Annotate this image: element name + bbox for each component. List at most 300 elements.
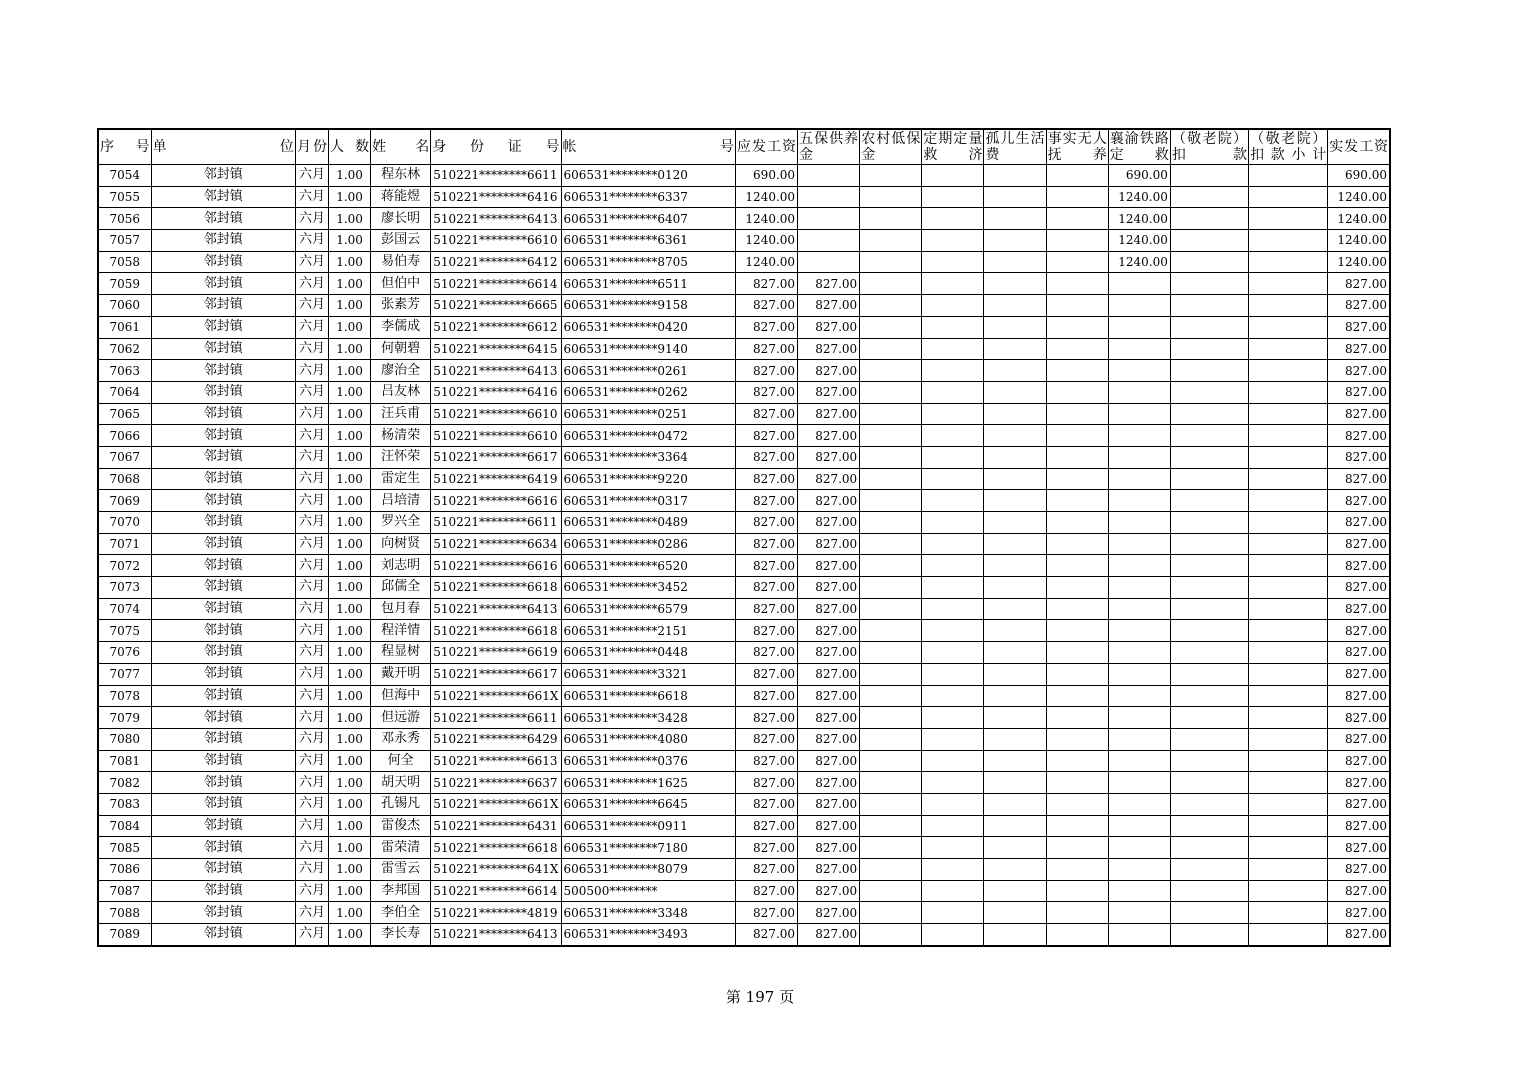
col-account-cell: 606531********1625 — [561, 772, 735, 794]
col-unit-header: 单 位 — [151, 129, 295, 165]
col-net-pay-cell: 827.00 — [1328, 360, 1390, 382]
col-regular-relief-header: 定期定量救济 — [923, 131, 983, 163]
col-name-cell: 程洋情 — [371, 620, 431, 642]
col-id-number-cell: 510221********6413 — [431, 924, 561, 946]
col-gross-pay-header: 应发工资 — [735, 129, 797, 165]
col-unit-cell: 邻封镇 — [151, 750, 295, 772]
table-row — [98, 772, 1390, 794]
col-index-cell: 7060 — [98, 295, 151, 317]
col-name-cell: 程东林 — [371, 165, 431, 187]
col-account-cell: 606531********8079 — [561, 859, 735, 881]
col-deduction-subtotal-cell — [1249, 230, 1328, 252]
table-body — [98, 165, 1390, 946]
col-month-cell: 六月 — [295, 446, 328, 468]
table-row — [98, 663, 1390, 685]
col-name-cell: 张素芳 — [371, 295, 431, 317]
col-id-number-cell: 510221********6413 — [431, 360, 561, 382]
col-five-guarantee-cell: 827.00 — [798, 555, 860, 577]
col-net-pay-cell: 1240.00 — [1328, 186, 1390, 208]
col-de-facto-unsupported-cell — [1046, 750, 1108, 772]
col-five-guarantee-cell: 827.00 — [798, 446, 860, 468]
col-five-guarantee-cell: 827.00 — [798, 815, 860, 837]
col-name-cell: 孔锡凡 — [371, 793, 431, 815]
col-deduction-subtotal-cell — [1249, 208, 1328, 230]
col-de-facto-unsupported-cell — [1046, 533, 1108, 555]
col-regular-relief-cell — [922, 663, 984, 685]
col-nursing-home-deduction-cell — [1170, 208, 1248, 230]
col-de-facto-unsupported-cell — [1046, 772, 1108, 794]
col-index-cell: 7075 — [98, 620, 151, 642]
col-nursing-home-deduction-cell — [1170, 815, 1248, 837]
col-nursing-home-deduction-cell — [1170, 381, 1248, 403]
col-railway-relief-cell: 1240.00 — [1108, 251, 1170, 273]
col-id-number-cell: 510221********6617 — [431, 446, 561, 468]
col-de-facto-unsupported-cell — [1046, 360, 1108, 382]
col-de-facto-unsupported-cell — [1046, 273, 1108, 295]
col-net-pay-cell: 827.00 — [1328, 381, 1390, 403]
col-unit-cell: 邻封镇 — [151, 490, 295, 512]
col-regular-relief-cell — [922, 533, 984, 555]
col-gross-pay-cell: 827.00 — [735, 468, 797, 490]
col-de-facto-unsupported-cell — [1046, 230, 1108, 252]
col-name-cell: 汪兵甫 — [371, 403, 431, 425]
col-name-cell: 何全 — [371, 750, 431, 772]
col-regular-relief-cell — [922, 251, 984, 273]
col-regular-relief-cell — [922, 577, 984, 599]
col-name-cell: 包月春 — [371, 598, 431, 620]
col-de-facto-unsupported-cell — [1046, 338, 1108, 360]
col-account-cell: 606531********9158 — [561, 295, 735, 317]
col-orphan-living-cell — [984, 468, 1046, 490]
col-name-cell: 李长寿 — [371, 924, 431, 946]
col-nursing-home-deduction-cell — [1170, 902, 1248, 924]
col-count-cell: 1.00 — [329, 360, 371, 382]
col-month-cell: 六月 — [295, 555, 328, 577]
col-gross-pay-cell: 827.00 — [735, 598, 797, 620]
col-deduction-subtotal-cell — [1249, 251, 1328, 273]
col-net-pay-cell: 827.00 — [1328, 642, 1390, 664]
table-row — [98, 533, 1390, 555]
col-nursing-home-deduction-cell — [1170, 750, 1248, 772]
col-count-cell: 1.00 — [329, 468, 371, 490]
col-index-cell: 7058 — [98, 251, 151, 273]
col-rural-min-living-cell — [860, 728, 922, 750]
col-orphan-living-cell — [984, 902, 1046, 924]
col-deduction-subtotal-cell — [1249, 338, 1328, 360]
col-account-cell: 606531********3321 — [561, 663, 735, 685]
col-name-cell: 胡天明 — [371, 772, 431, 794]
col-net-pay-cell: 827.00 — [1328, 793, 1390, 815]
col-rural-min-living-cell — [860, 360, 922, 382]
col-nursing-home-deduction-header: （敬老院）扣款 — [1171, 131, 1248, 163]
col-regular-relief-cell — [922, 316, 984, 338]
col-deduction-subtotal-cell — [1249, 793, 1328, 815]
col-deduction-subtotal-cell — [1249, 924, 1328, 946]
col-deduction-subtotal-cell — [1249, 902, 1328, 924]
col-month-cell: 六月 — [295, 295, 328, 317]
col-nursing-home-deduction-cell — [1170, 685, 1248, 707]
col-id-number-header: 身 份 证 号 — [431, 129, 561, 165]
col-account-cell: 606531********7180 — [561, 837, 735, 859]
col-unit-cell: 邻封镇 — [151, 685, 295, 707]
col-account-cell: 606531********9140 — [561, 338, 735, 360]
col-unit-cell: 邻封镇 — [151, 598, 295, 620]
col-unit-cell: 邻封镇 — [151, 381, 295, 403]
col-de-facto-unsupported-cell — [1046, 685, 1108, 707]
col-name-cell: 雷定生 — [371, 468, 431, 490]
col-gross-pay-cell: 827.00 — [735, 446, 797, 468]
col-five-guarantee-cell: 827.00 — [798, 859, 860, 881]
col-nursing-home-deduction-cell — [1170, 859, 1248, 881]
col-id-number-cell: 510221********6614 — [431, 880, 561, 902]
col-net-pay-cell: 827.00 — [1328, 815, 1390, 837]
col-count-cell: 1.00 — [329, 446, 371, 468]
col-month-cell: 六月 — [295, 208, 328, 230]
table-row — [98, 186, 1390, 208]
col-index-cell: 7077 — [98, 663, 151, 685]
col-deduction-subtotal-cell — [1249, 815, 1328, 837]
table-row — [98, 468, 1390, 490]
col-account-cell: 606531********0472 — [561, 425, 735, 447]
col-index-cell: 7059 — [98, 273, 151, 295]
col-de-facto-unsupported-cell — [1046, 707, 1108, 729]
col-account-cell: 606531********4080 — [561, 728, 735, 750]
col-five-guarantee-cell: 827.00 — [798, 360, 860, 382]
col-name-cell: 向树贤 — [371, 533, 431, 555]
col-rural-min-living-cell — [860, 251, 922, 273]
col-name-cell: 邓永秀 — [371, 728, 431, 750]
col-de-facto-unsupported-cell — [1046, 837, 1108, 859]
table-row — [98, 230, 1390, 252]
col-gross-pay-cell: 827.00 — [735, 490, 797, 512]
col-net-pay-cell: 827.00 — [1328, 924, 1390, 946]
col-id-number-cell: 510221********4819 — [431, 902, 561, 924]
col-railway-relief-cell — [1108, 880, 1170, 902]
col-orphan-living-cell — [984, 772, 1046, 794]
col-deduction-subtotal-cell — [1249, 772, 1328, 794]
col-orphan-living-cell — [984, 230, 1046, 252]
col-rural-min-living-cell — [860, 512, 922, 534]
col-id-number-cell: 510221********6665 — [431, 295, 561, 317]
col-count-cell: 1.00 — [329, 772, 371, 794]
col-orphan-living-cell — [984, 837, 1046, 859]
col-gross-pay-cell: 827.00 — [735, 273, 797, 295]
col-net-pay-cell: 827.00 — [1328, 555, 1390, 577]
col-regular-relief-cell — [922, 707, 984, 729]
col-count-cell: 1.00 — [329, 381, 371, 403]
col-count-cell: 1.00 — [329, 837, 371, 859]
col-name-cell: 李伯全 — [371, 902, 431, 924]
col-railway-relief-cell — [1108, 902, 1170, 924]
col-gross-pay-cell: 827.00 — [735, 577, 797, 599]
col-rural-min-living-cell — [860, 490, 922, 512]
col-five-guarantee-cell — [798, 251, 860, 273]
col-index-cell: 7057 — [98, 230, 151, 252]
col-name-cell: 刘志明 — [371, 555, 431, 577]
col-de-facto-unsupported-cell — [1046, 295, 1108, 317]
col-orphan-living-cell — [984, 728, 1046, 750]
col-five-guarantee-cell: 827.00 — [798, 425, 860, 447]
col-orphan-living-cell — [984, 598, 1046, 620]
table-row — [98, 924, 1390, 946]
col-net-pay-cell: 827.00 — [1328, 512, 1390, 534]
col-id-number-cell: 510221********6610 — [431, 230, 561, 252]
col-account-cell: 606531********0120 — [561, 165, 735, 187]
col-deduction-subtotal-cell — [1249, 598, 1328, 620]
col-net-pay-cell: 827.00 — [1328, 707, 1390, 729]
col-gross-pay-cell: 827.00 — [735, 316, 797, 338]
col-de-facto-unsupported-cell — [1046, 577, 1108, 599]
col-five-guarantee-cell: 827.00 — [798, 316, 860, 338]
table-row — [98, 360, 1390, 382]
col-name-cell: 雷雪云 — [371, 859, 431, 881]
col-index-cell: 7070 — [98, 512, 151, 534]
col-unit-cell: 邻封镇 — [151, 468, 295, 490]
col-gross-pay-cell: 827.00 — [735, 555, 797, 577]
col-nursing-home-deduction-cell — [1170, 490, 1248, 512]
col-account-cell: 606531********0317 — [561, 490, 735, 512]
col-month-cell: 六月 — [295, 685, 328, 707]
col-de-facto-unsupported-cell — [1046, 880, 1108, 902]
col-de-facto-unsupported-cell — [1046, 446, 1108, 468]
col-orphan-living-cell — [984, 186, 1046, 208]
col-railway-relief-cell — [1108, 490, 1170, 512]
col-account-cell: 606531********3493 — [561, 924, 735, 946]
col-unit-cell: 邻封镇 — [151, 642, 295, 664]
col-orphan-living-cell — [984, 490, 1046, 512]
table-row — [98, 165, 1390, 187]
col-railway-relief-cell — [1108, 859, 1170, 881]
table-row — [98, 555, 1390, 577]
table-row — [98, 620, 1390, 642]
col-unit-cell: 邻封镇 — [151, 316, 295, 338]
col-index-cell: 7084 — [98, 815, 151, 837]
col-index-cell: 7085 — [98, 837, 151, 859]
col-orphan-living-cell — [984, 273, 1046, 295]
col-count-cell: 1.00 — [329, 186, 371, 208]
col-id-number-cell: 510221********6618 — [431, 620, 561, 642]
col-net-pay-cell: 827.00 — [1328, 750, 1390, 772]
col-railway-relief-cell — [1108, 772, 1170, 794]
col-railway-relief-cell — [1108, 750, 1170, 772]
col-count-cell: 1.00 — [329, 295, 371, 317]
col-rural-min-living-header: 农村低保金 — [861, 131, 921, 163]
col-five-guarantee-cell — [798, 186, 860, 208]
col-unit-cell: 邻封镇 — [151, 230, 295, 252]
col-name-cell: 李邦国 — [371, 880, 431, 902]
col-railway-relief-cell — [1108, 446, 1170, 468]
col-gross-pay-cell: 827.00 — [735, 815, 797, 837]
col-unit-cell: 邻封镇 — [151, 295, 295, 317]
col-rural-min-living-cell — [860, 381, 922, 403]
col-five-guarantee-header: 五保供养金 — [799, 131, 859, 163]
col-gross-pay-cell: 827.00 — [735, 772, 797, 794]
col-regular-relief-cell — [922, 338, 984, 360]
col-name-cell: 但远游 — [371, 707, 431, 729]
col-count-cell: 1.00 — [329, 490, 371, 512]
col-unit-cell: 邻封镇 — [151, 273, 295, 295]
col-de-facto-unsupported-header: 事实无人抚养 — [1047, 131, 1107, 163]
col-railway-relief-cell — [1108, 468, 1170, 490]
col-id-number-cell: 510221********6412 — [431, 251, 561, 273]
col-five-guarantee-cell — [798, 230, 860, 252]
col-net-pay-cell: 827.00 — [1328, 316, 1390, 338]
col-gross-pay-cell: 827.00 — [735, 880, 797, 902]
col-account-cell: 606531********3348 — [561, 902, 735, 924]
col-month-cell: 六月 — [295, 230, 328, 252]
col-five-guarantee-cell: 827.00 — [798, 663, 860, 685]
col-nursing-home-deduction-cell — [1170, 273, 1248, 295]
col-rural-min-living-cell — [860, 772, 922, 794]
col-unit-cell: 邻封镇 — [151, 902, 295, 924]
col-deduction-subtotal-cell — [1249, 837, 1328, 859]
col-id-number-cell: 510221********6618 — [431, 577, 561, 599]
col-orphan-living-cell — [984, 685, 1046, 707]
col-deduction-subtotal-cell — [1249, 446, 1328, 468]
col-index-cell: 7088 — [98, 902, 151, 924]
table-row — [98, 316, 1390, 338]
col-deduction-subtotal-cell — [1249, 880, 1328, 902]
col-account-cell: 606531********3452 — [561, 577, 735, 599]
col-name-cell: 但伯中 — [371, 273, 431, 295]
col-orphan-living-cell — [984, 316, 1046, 338]
col-nursing-home-deduction-cell — [1170, 880, 1248, 902]
col-regular-relief-cell — [922, 598, 984, 620]
col-unit-cell: 邻封镇 — [151, 165, 295, 187]
col-regular-relief-cell — [922, 230, 984, 252]
col-unit-cell: 邻封镇 — [151, 620, 295, 642]
col-index-cell: 7078 — [98, 685, 151, 707]
col-orphan-living-cell — [984, 403, 1046, 425]
col-unit-cell: 邻封镇 — [151, 425, 295, 447]
col-month-cell: 六月 — [295, 642, 328, 664]
col-orphan-living-header: 孤儿生活费 — [985, 131, 1045, 163]
col-name-cell: 罗兴全 — [371, 512, 431, 534]
col-month-cell: 六月 — [295, 165, 328, 187]
col-railway-relief-cell — [1108, 663, 1170, 685]
col-month-cell: 六月 — [295, 251, 328, 273]
col-gross-pay-cell: 1240.00 — [735, 208, 797, 230]
col-id-number-cell: 510221********661X — [431, 685, 561, 707]
col-railway-relief-cell — [1108, 728, 1170, 750]
col-count-cell: 1.00 — [329, 533, 371, 555]
col-month-cell: 六月 — [295, 880, 328, 902]
col-gross-pay-cell: 827.00 — [735, 338, 797, 360]
col-gross-pay-cell: 827.00 — [735, 512, 797, 534]
col-index-cell: 7071 — [98, 533, 151, 555]
col-id-number-cell: 510221********6416 — [431, 381, 561, 403]
col-account-cell: 606531********8705 — [561, 251, 735, 273]
col-regular-relief-cell — [922, 490, 984, 512]
col-rural-min-living-cell — [860, 620, 922, 642]
col-nursing-home-deduction-cell — [1170, 338, 1248, 360]
col-name-cell: 彭国云 — [371, 230, 431, 252]
col-deduction-subtotal-cell — [1249, 685, 1328, 707]
col-five-guarantee-cell: 827.00 — [798, 837, 860, 859]
col-account-cell: 606531********6511 — [561, 273, 735, 295]
col-id-number-cell: 510221********6619 — [431, 642, 561, 664]
col-nursing-home-deduction-cell — [1170, 425, 1248, 447]
col-gross-pay-cell: 827.00 — [735, 707, 797, 729]
col-deduction-subtotal-cell — [1249, 512, 1328, 534]
col-month-cell: 六月 — [295, 403, 328, 425]
col-id-number-cell: 510221********661X — [431, 793, 561, 815]
col-index-cell: 7081 — [98, 750, 151, 772]
col-rural-min-living-cell — [860, 446, 922, 468]
col-net-pay-cell: 827.00 — [1328, 577, 1390, 599]
col-five-guarantee-cell: 827.00 — [798, 880, 860, 902]
col-orphan-living-cell — [984, 815, 1046, 837]
col-five-guarantee-cell: 827.00 — [798, 273, 860, 295]
col-orphan-living-cell — [984, 555, 1046, 577]
table-row — [98, 295, 1390, 317]
col-name-cell: 廖长明 — [371, 208, 431, 230]
col-nursing-home-deduction-cell — [1170, 165, 1248, 187]
col-count-cell: 1.00 — [329, 642, 371, 664]
col-count-cell: 1.00 — [329, 924, 371, 946]
col-railway-relief-cell — [1108, 316, 1170, 338]
col-month-cell: 六月 — [295, 815, 328, 837]
col-orphan-living-cell — [984, 642, 1046, 664]
col-gross-pay-cell: 690.00 — [735, 165, 797, 187]
col-id-number-cell: 510221********6431 — [431, 815, 561, 837]
col-de-facto-unsupported-cell — [1046, 490, 1108, 512]
col-rural-min-living-cell — [860, 425, 922, 447]
col-account-cell: 606531********0448 — [561, 642, 735, 664]
col-orphan-living-cell — [984, 620, 1046, 642]
col-month-cell: 六月 — [295, 490, 328, 512]
col-rural-min-living-cell — [860, 555, 922, 577]
col-orphan-living-cell — [984, 924, 1046, 946]
col-regular-relief-cell — [922, 837, 984, 859]
col-account-cell: 606531********9220 — [561, 468, 735, 490]
col-unit-cell: 邻封镇 — [151, 403, 295, 425]
col-unit-cell: 邻封镇 — [151, 338, 295, 360]
col-count-cell: 1.00 — [329, 230, 371, 252]
col-de-facto-unsupported-cell — [1046, 642, 1108, 664]
col-id-number-cell: 510221********6616 — [431, 490, 561, 512]
col-count-cell: 1.00 — [329, 403, 371, 425]
col-gross-pay-cell: 827.00 — [735, 360, 797, 382]
col-de-facto-unsupported-cell — [1046, 316, 1108, 338]
col-five-guarantee-cell: 827.00 — [798, 468, 860, 490]
col-index-cell: 7074 — [98, 598, 151, 620]
col-month-cell: 六月 — [295, 728, 328, 750]
col-month-cell: 六月 — [295, 772, 328, 794]
col-five-guarantee-cell: 827.00 — [798, 902, 860, 924]
col-rural-min-living-cell — [860, 880, 922, 902]
table-row — [98, 490, 1390, 512]
col-rural-min-living-cell — [860, 642, 922, 664]
col-unit-cell: 邻封镇 — [151, 772, 295, 794]
col-railway-relief-cell — [1108, 642, 1170, 664]
col-account-cell: 606531********6579 — [561, 598, 735, 620]
col-count-cell: 1.00 — [329, 251, 371, 273]
col-gross-pay-cell: 827.00 — [735, 663, 797, 685]
col-regular-relief-cell — [922, 273, 984, 295]
col-orphan-living-cell — [984, 295, 1046, 317]
col-count-cell: 1.00 — [329, 165, 371, 187]
col-deduction-subtotal-cell — [1249, 273, 1328, 295]
table-row — [98, 642, 1390, 664]
col-month-cell: 六月 — [295, 902, 328, 924]
col-count-cell: 1.00 — [329, 555, 371, 577]
col-unit-cell: 邻封镇 — [151, 924, 295, 946]
col-orphan-living-cell — [984, 512, 1046, 534]
col-regular-relief-cell — [922, 750, 984, 772]
col-regular-relief-cell — [922, 186, 984, 208]
col-month-cell: 六月 — [295, 512, 328, 534]
